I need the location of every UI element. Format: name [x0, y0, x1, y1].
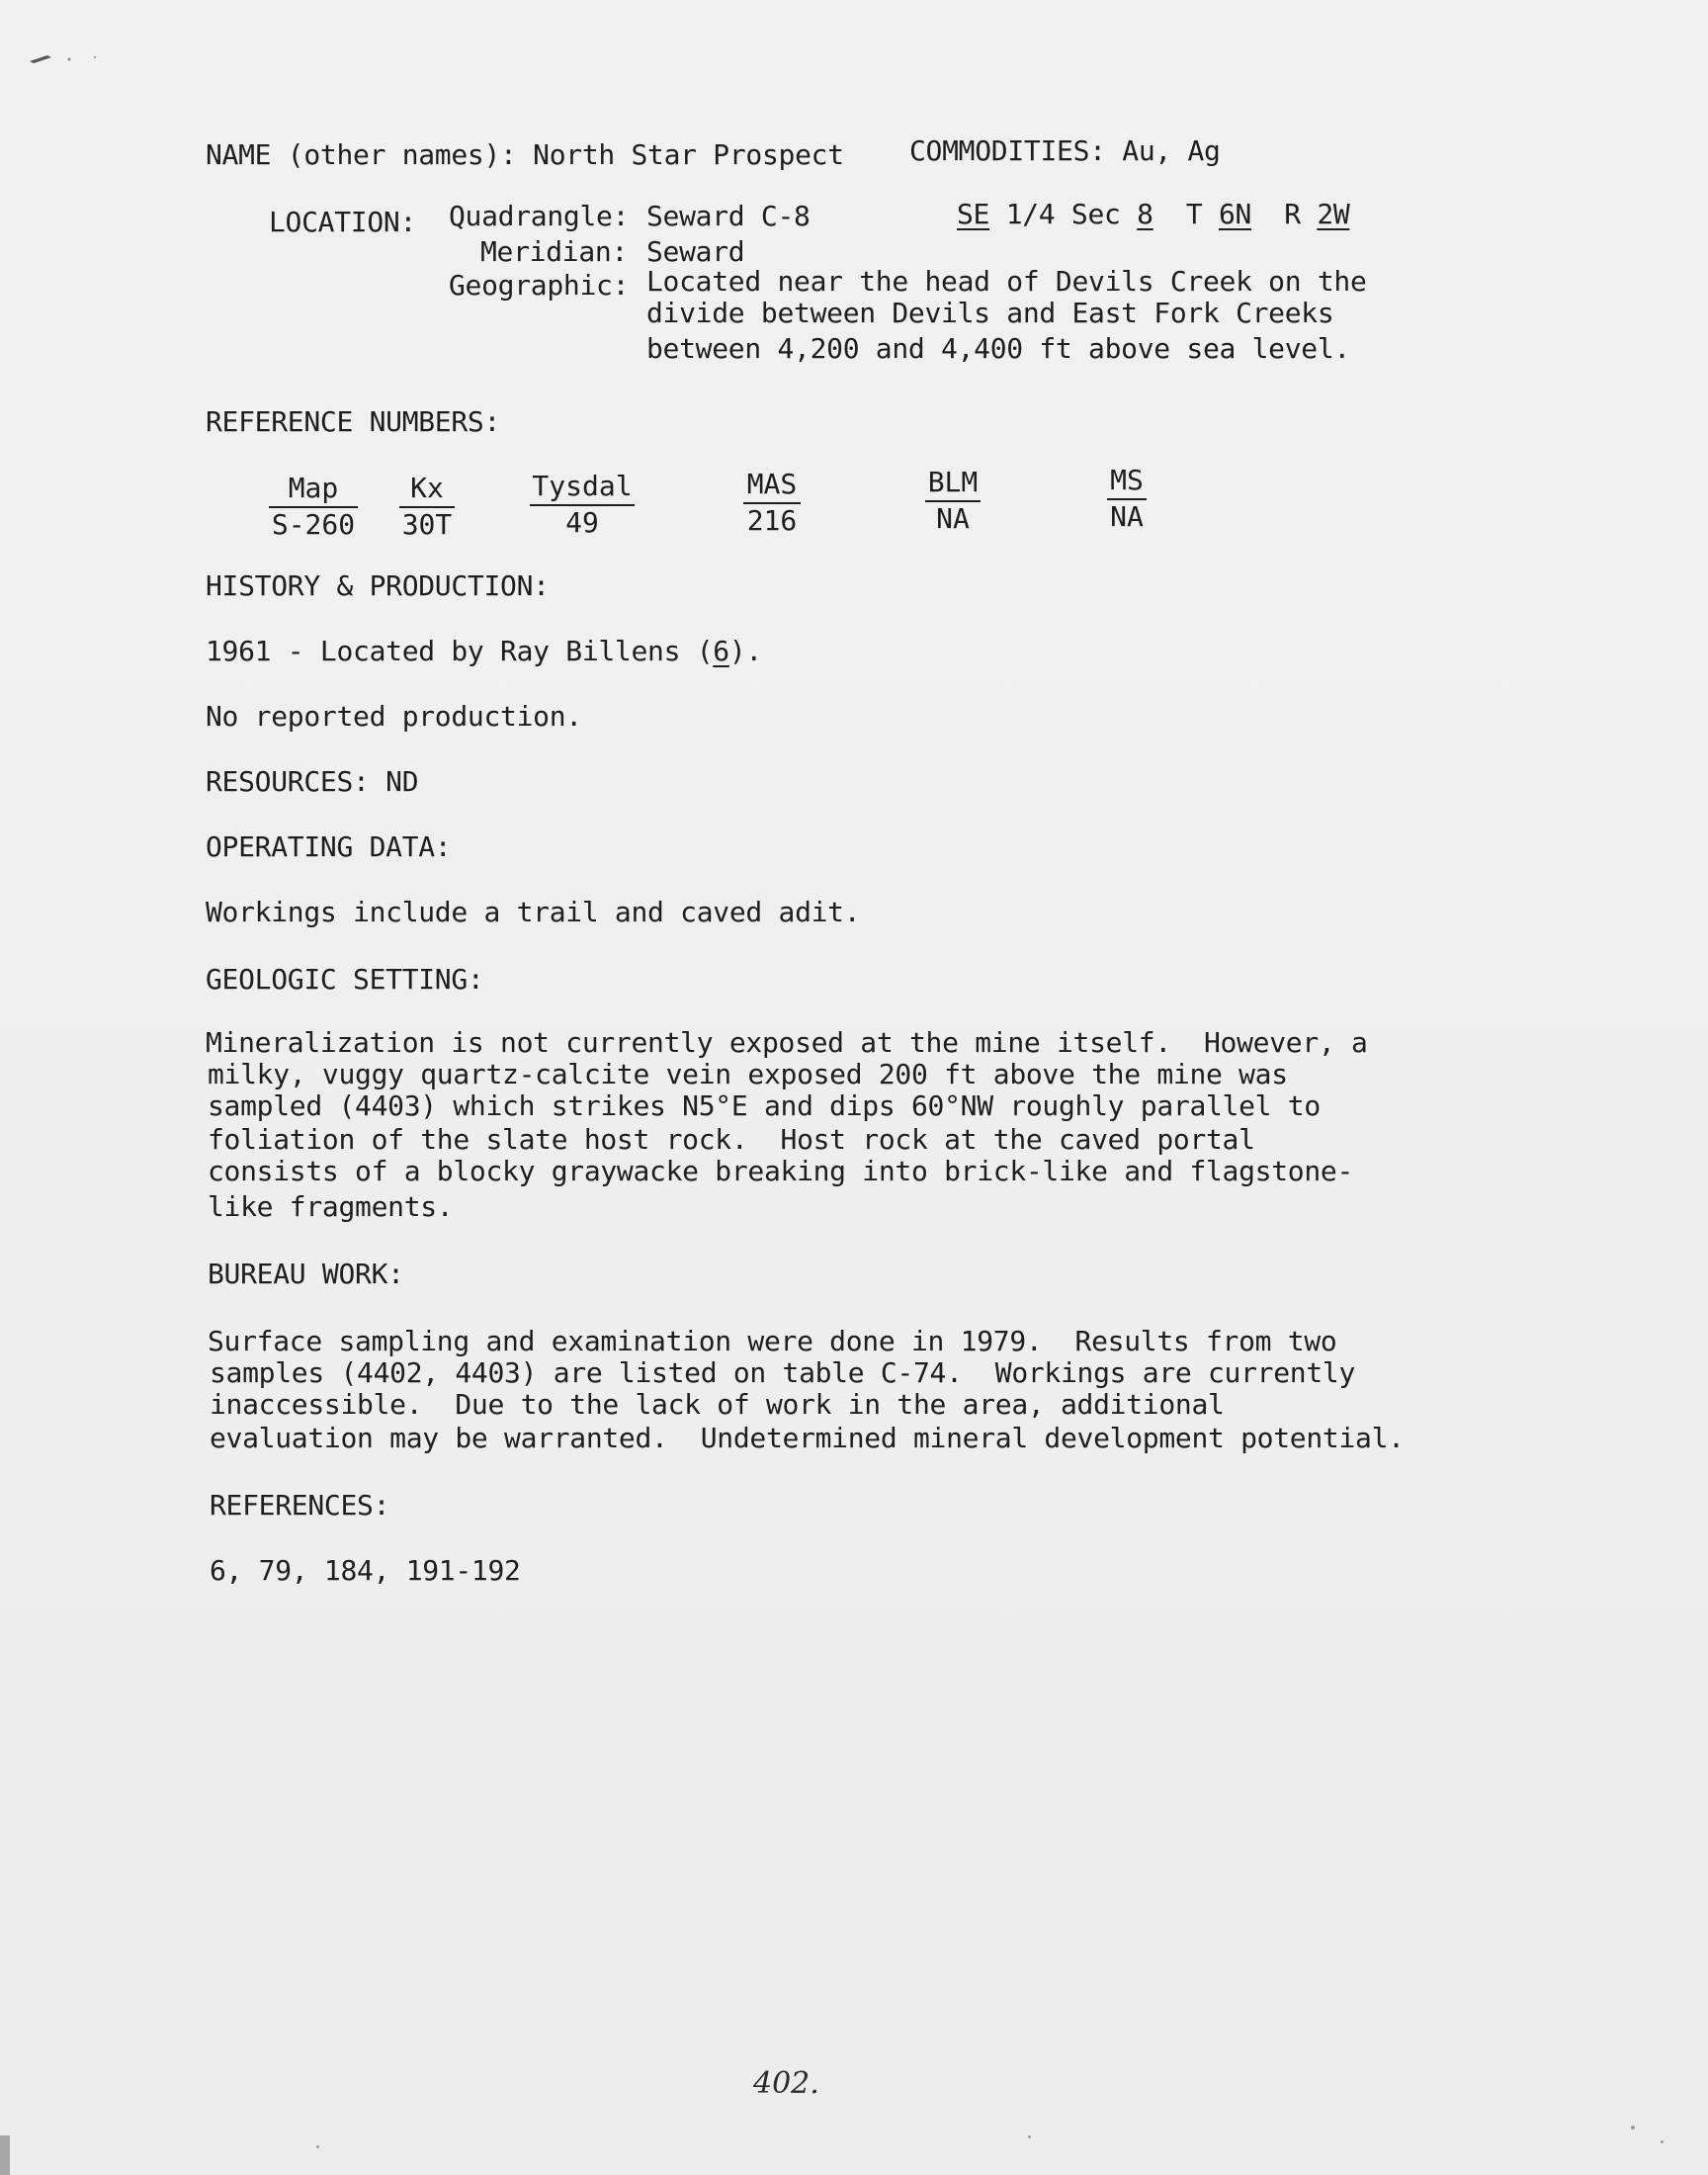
- ref-label: Tysdal: [530, 471, 635, 506]
- ref-value: 216: [746, 504, 798, 537]
- name-label: NAME (other names):: [206, 138, 517, 171]
- ref-value: NA: [1110, 500, 1144, 533]
- ref-tysdal: [530, 471, 635, 539]
- range-value: 2W: [1317, 198, 1350, 230]
- ref-ms: [1107, 465, 1147, 533]
- history-ref: 6: [713, 635, 729, 667]
- references-heading: REFERENCES:: [210, 1489, 390, 1522]
- geologic-line: Mineralization is not currently exposed at the mine itself. However, a: [206, 1026, 1368, 1059]
- geographic-line: Located near the head of Devils Creek on the: [646, 265, 1367, 298]
- meridian-label: Meridian:: [480, 235, 629, 268]
- name-line: [206, 138, 844, 172]
- geologic-line: milky, vuggy quartz-calcite vein exposed 200 ft above the mine was: [208, 1058, 1288, 1090]
- bureau-line: samples (4402, 4403) are listed on table C-74. Workings are currently: [210, 1356, 1356, 1389]
- history-text-end: ).: [728, 635, 762, 667]
- bureau-line: inaccessible. Due to the lack of work in the area, additional: [210, 1388, 1225, 1421]
- commodities-label: COMMODITIES:: [909, 134, 1106, 167]
- quarter-section: SE: [957, 198, 990, 230]
- ref-label: MS: [1107, 465, 1147, 500]
- commodities-line: [909, 134, 1221, 168]
- history-text: 1961 - Located by Ray Billens (: [206, 635, 714, 667]
- ref-mas: [743, 469, 801, 537]
- ref-value: NA: [936, 502, 970, 535]
- ref-label: BLM: [925, 467, 981, 502]
- township-label: T: [1185, 198, 1203, 230]
- ref-kx: [399, 473, 455, 541]
- operating-heading: OPERATING DATA:: [206, 830, 452, 863]
- ref-map: [269, 473, 358, 541]
- ref-value: 30T: [401, 508, 453, 541]
- scan-mark-icon: [26, 49, 144, 69]
- history-heading: HISTORY & PRODUCTION:: [206, 569, 550, 602]
- location-label: LOCATION:: [269, 206, 417, 238]
- geologic-line: like fragments.: [208, 1190, 454, 1223]
- ref-label: MAS: [743, 469, 801, 504]
- scan-speck: [1631, 2126, 1635, 2130]
- bureau-line: Surface sampling and examination were done in 1979. Results from two: [208, 1325, 1337, 1357]
- geographic-line: between 4,200 and 4,400 ft above sea level.: [646, 332, 1350, 365]
- range-label: R: [1284, 198, 1301, 230]
- history-line: [206, 635, 762, 668]
- ref-label: Map: [269, 473, 358, 508]
- section-township-range: [957, 198, 1349, 231]
- scan-edge-mark: [0, 2135, 10, 2175]
- geologic-line: foliation of the slate host rock. Host rock at the caved portal: [208, 1123, 1255, 1156]
- page-number: 402.: [753, 2066, 819, 2101]
- scan-speck: [1028, 2135, 1031, 2138]
- geographic-line: divide between Devils and East Fork Creeks: [646, 297, 1334, 329]
- prospect-name: North Star Prospect: [533, 138, 844, 171]
- ref-value: S-260: [271, 508, 356, 541]
- bureau-line: evaluation may be warranted. Undetermined mineral development potential.: [210, 1422, 1405, 1454]
- resources-line: RESOURCES: ND: [206, 765, 419, 798]
- ref-value: 49: [565, 506, 599, 539]
- township-value: 6N: [1218, 198, 1252, 230]
- geographic-label: Geographic:: [449, 269, 630, 302]
- ref-label: Kx: [399, 473, 455, 508]
- ref-blm: [925, 467, 981, 535]
- bureau-heading: BUREAU WORK:: [208, 1258, 404, 1290]
- scan-speck: [316, 2145, 319, 2148]
- geologic-line: consists of a blocky graywacke breaking into brick-like and flagstone-: [208, 1155, 1354, 1187]
- reference-numbers-heading: REFERENCE NUMBERS:: [206, 405, 501, 438]
- meridian-value: Seward: [646, 235, 745, 268]
- production-line: No reported production.: [206, 700, 582, 733]
- quadrangle-value: Seward C-8: [646, 200, 811, 232]
- section-number: 8: [1137, 198, 1153, 230]
- scan-speck: [1661, 2140, 1664, 2143]
- operating-text: Workings include a trail and caved adit.: [206, 896, 861, 928]
- quarter-suffix: 1/4 Sec: [1005, 198, 1121, 230]
- quadrangle-label: Quadrangle:: [449, 200, 630, 232]
- geologic-heading: GEOLOGIC SETTING:: [206, 963, 484, 996]
- references-list: 6, 79, 184, 191-192: [210, 1554, 521, 1587]
- commodities-value: Au, Ag: [1122, 134, 1221, 167]
- geologic-line: sampled (4403) which strikes N5°E and dips 60°NW roughly parallel to: [208, 1089, 1321, 1122]
